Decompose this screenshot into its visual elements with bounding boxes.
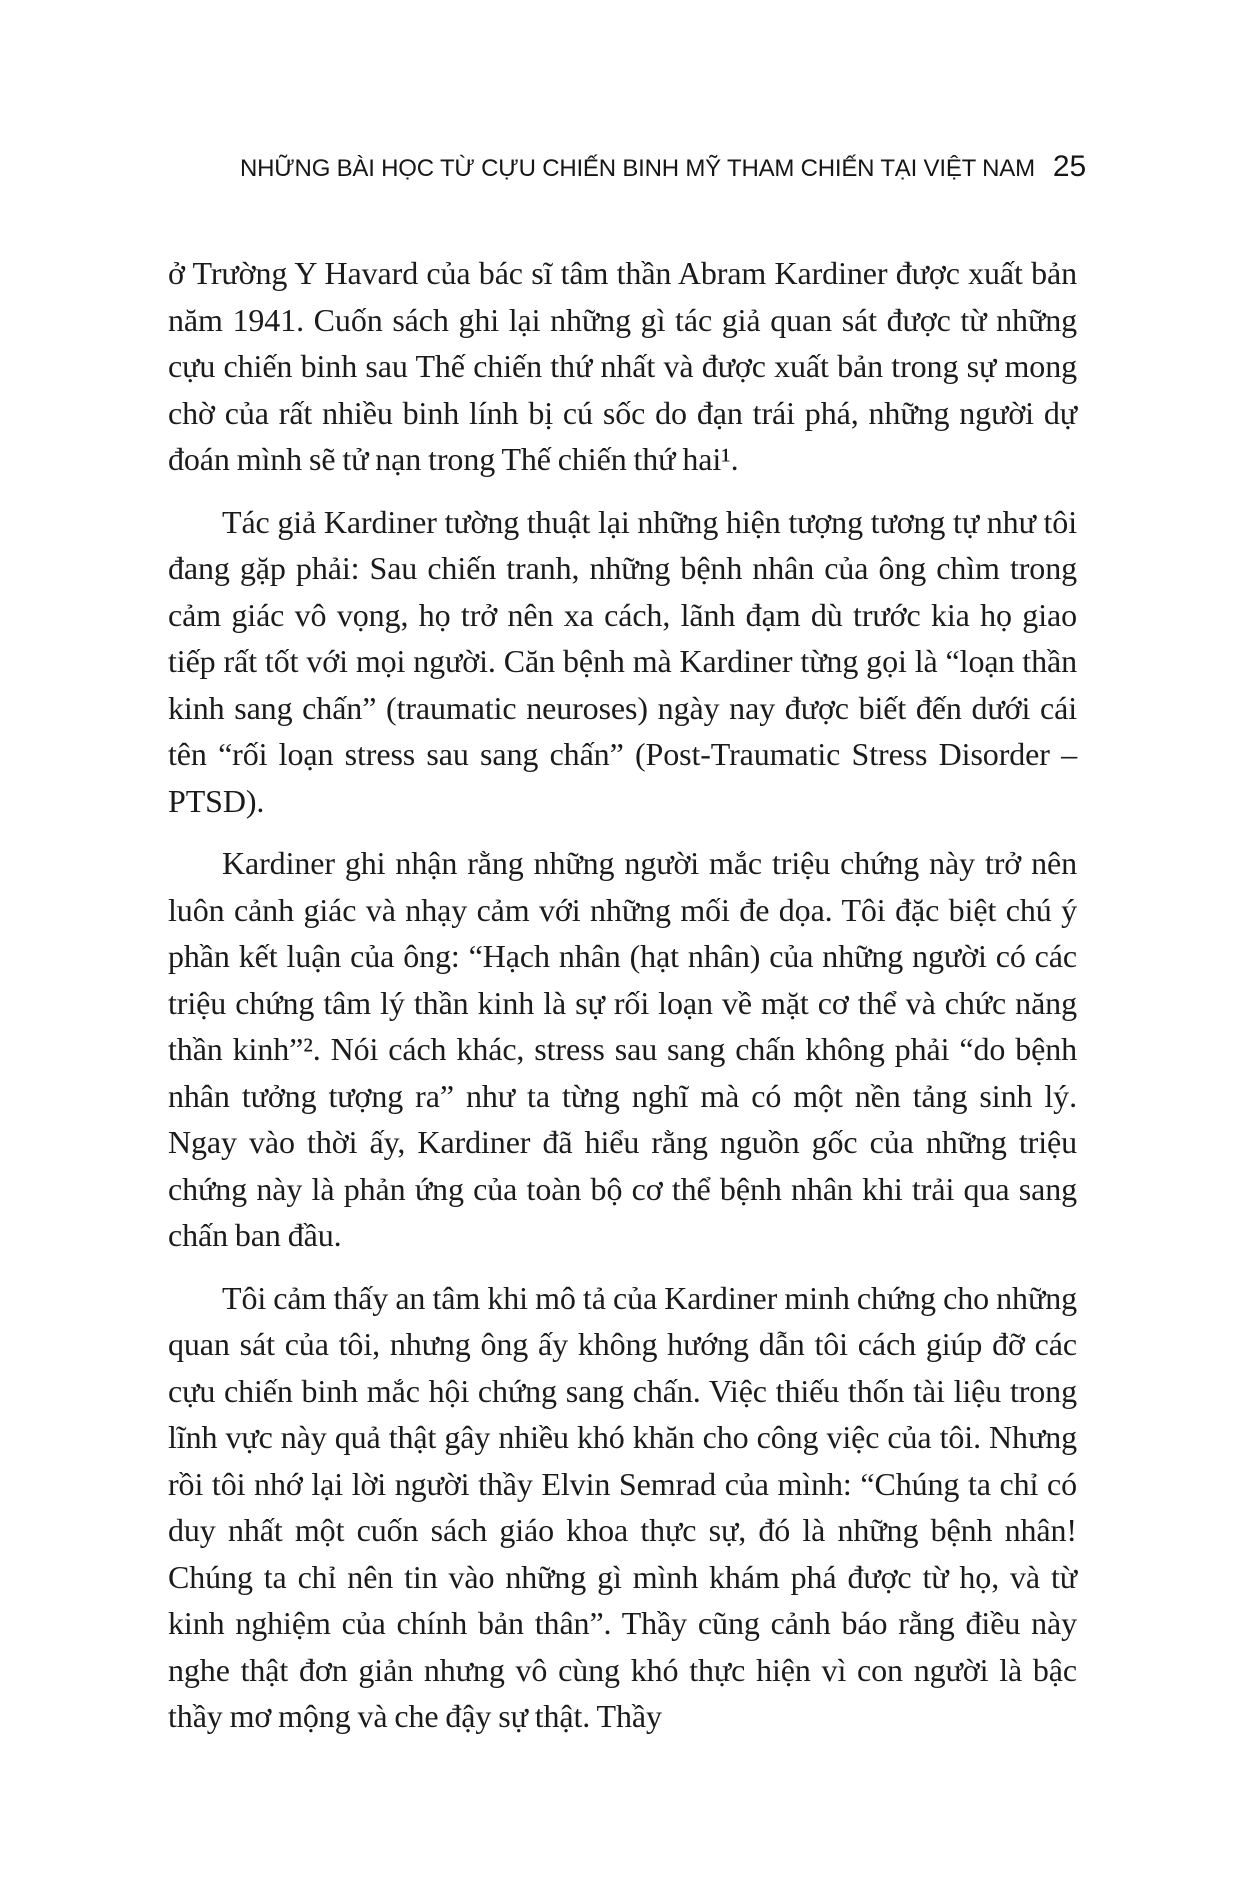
running-header	[168, 150, 1087, 184]
body-paragraph: Tôi cảm thấy an tâm khi mô tả của Kardiner minh chứng cho những quan sát của tôi, nhưng ông ấy không hướng dẫn tôi cách giúp đỡ các cựu chiến binh mắc hội chứng sang chấn. Việc thiếu thốn tài liệu trong lĩnh vực này quả thật gây nhiều khó khăn cho công việc của tôi. Nhưng rồi tôi nhớ lại lời người thầy Elvin Semrad của mình: “Chúng ta chỉ có duy nhất một cuốn sách giáo khoa thực sự, đó là những bệnh nhân! Chúng ta chỉ nên tin vào những gì mình khám phá được từ họ, và từ kinh nghiệm của chính bản thân”. Thầy cũng cảnh báo rằng điều này nghe thật đơn giản nhưng vô cùng khó thực hiện vì con người là bậc thầy mơ mộng và che đậy sự thật. Thầy	[168, 1279, 1077, 1734]
body-paragraph: Tác giả Kardiner tường thuật lại những hiện tượng tương tự như tôi đang gặp phải: Sau chiến tranh, những bệnh nhân của ông chìm trong cảm giác vô vọng, họ trở nên xa cách, lãnh đạm dù trước kia họ giao tiếp rất tốt với mọi người. Căn bệnh mà Kardiner từng gọi là “loạn thần kinh sang chấn” (traumatic neuroses) ngày nay được biết đến dưới cái tên “rối loạn stress sau sang chấn” (Post-Traumatic Stress Disorder – PTSD).	[168, 503, 1077, 819]
body-paragraph: ở Trường Y Havard của bác sĩ tâm thần Abram Kardiner được xuất bản năm 1941. Cuốn sách ghi lại những gì tác giả quan sát được từ những cựu chiến binh sau Thế chiến thứ nhất và được xuất bản trong sự mong chờ của rất nhiều binh lính bị cú sốc do đạn trái phá, những người dự đoán mình sẽ tử nạn trong Thế chiến thứ hai¹.	[168, 255, 1077, 477]
body-paragraph: Kardiner ghi nhận rằng những người mắc triệu chứng này trở nên luôn cảnh giác và nhạy cảm với những mối đe dọa. Tôi đặc biệt chú ý phần kết luận của ông: “Hạch nhân (hạt nhân) của những người có các triệu chứng tâm lý thần kinh là sự rối loạn về mặt cơ thể và chức năng thần kinh”². Nói cách khác, stress sau sang chấn không phải “do bệnh nhân tưởng tượng ra” như ta từng nghĩ mà có một nền tảng sinh lý. Ngay vào thời ấy, Kardiner đã hiểu rằng nguồn gốc của những triệu chứng này là phản ứng của toàn bộ cơ thể bệnh nhân khi trải qua sang chấn ban đầu.	[168, 845, 1077, 1253]
running-header-title: NHỮNG BÀI HỌC TỪ CỰU CHIẾN BINH MỸ THAM CHIẾN TẠI VIỆT NAM	[240, 155, 1035, 182]
body-text	[168, 250, 1077, 1740]
page-number: 25	[1052, 150, 1087, 183]
